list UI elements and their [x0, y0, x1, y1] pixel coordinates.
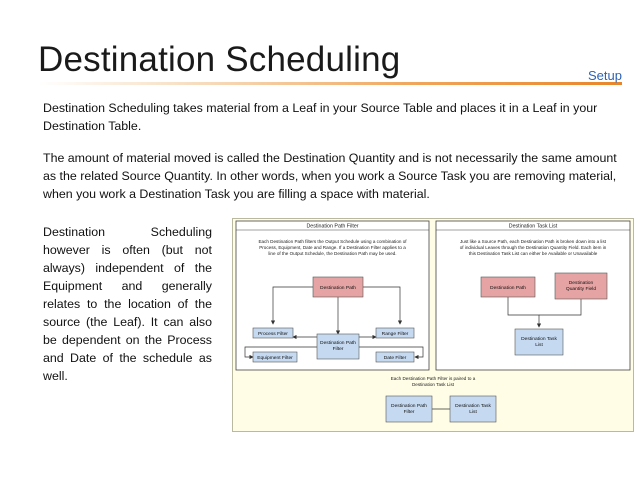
sidebar-paragraph: Destination Scheduling however is often (but not always) independent of the Equipment and generally relates to the location of the source (the Leaf). It can also be dependent on the Process and Date of the schedule as well. [43, 225, 212, 383]
right-destination-path-label: Destination Path [490, 286, 526, 291]
destination-path-filter-label: Filter [332, 347, 344, 352]
paired-filter-label: Destination Path [391, 404, 427, 409]
paired-filter-label: Filter [403, 410, 415, 415]
page-title: Destination Scheduling [38, 40, 401, 79]
title-divider [38, 82, 622, 85]
destination-task-list-label: List [535, 343, 543, 348]
destination-task-list-label: Destination Task [521, 337, 557, 342]
right-desc-line: this Destination Task List can either be Available or Unavailable [468, 251, 598, 256]
intro-paragraph: Destination Scheduling takes material from a Leaf in your Source Table and places it in a Leaf in your Destination Table. [43, 101, 598, 133]
diagram-canvas [233, 219, 633, 431]
left-panel-title: Destination Path Filter [306, 223, 359, 230]
quantity-paragraph: The amount of material moved is called the Destination Quantity and is not necessarily the same amount as the related Source Quantity. In other words, when you work a Source Task you are removing material, when you work a Destination Task you are filling a space with material. [43, 151, 617, 201]
paired-filter-box [386, 396, 432, 422]
right-desc-line: of individual Leaves through the Destination Quantity Field. Each item in [459, 245, 607, 250]
right-desc-line: Just like a Source Path, each Destination Path is broken down into a list [459, 239, 607, 244]
date-filter-label: Date Filter [383, 356, 407, 361]
right-panel-title: Destination Task List [508, 223, 558, 230]
left-desc-line: line of the Output Schedule, the Destination Path may be used. [268, 251, 397, 256]
paired-task-list-label: Destination Task [455, 404, 491, 409]
destination-quantity-field-label: Destination [568, 281, 594, 286]
destination-path-filter-label: Destination Path [320, 341, 356, 346]
paired-task-list-label: List [469, 410, 477, 415]
left-desc-line: Process, Equipment, Date and Range. If a Destination Filter applies to a [259, 245, 406, 250]
process-filter-label: Process Filter [258, 332, 288, 337]
destination-diagram [232, 218, 634, 432]
range-filter-label: Range Filter [381, 332, 409, 337]
paired-task-list-box [450, 396, 496, 422]
pairing-caption: Destination Task List [411, 382, 455, 387]
left-desc-line: Each Destination Path filters the Output Schedule using a combination of [258, 239, 407, 244]
section-label: Setup [588, 68, 622, 83]
destination-path-label: Destination Path [320, 286, 356, 291]
equipment-filter-label: Equipment Filter [257, 356, 293, 361]
destination-task-list-box [515, 329, 563, 355]
pairing-caption: Each Destination Path Filter is paired to a [390, 376, 476, 381]
destination-quantity-field-label: Quantity Field [565, 287, 597, 292]
destination-quantity-field-box [555, 273, 607, 299]
